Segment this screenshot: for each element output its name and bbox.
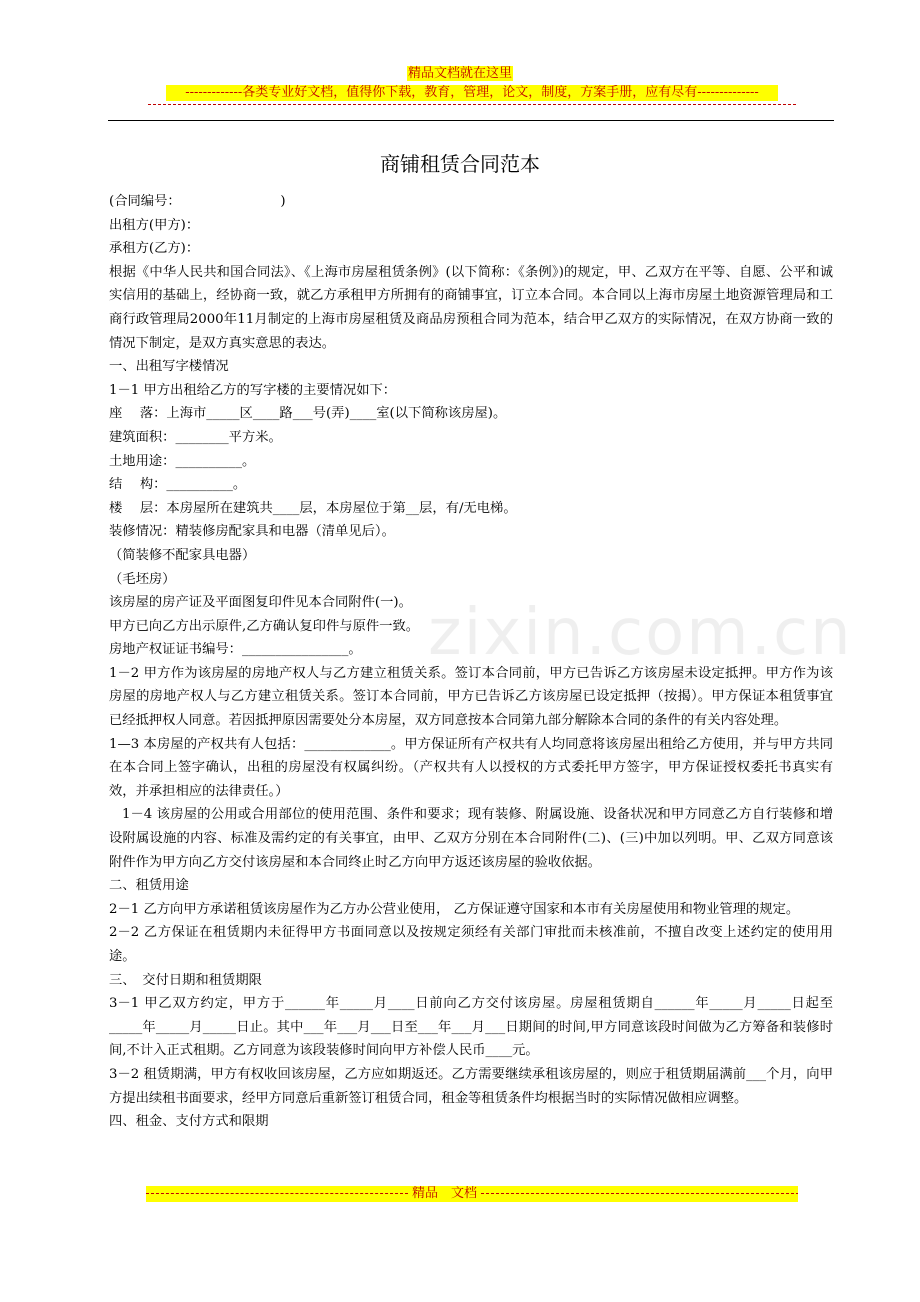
- header-top-line-text: 精品文档就在这里: [407, 66, 512, 81]
- header-rule: [108, 120, 834, 121]
- paragraph: 出租方(甲方)：: [109, 217, 200, 233]
- footer-banner: [146, 1186, 798, 1202]
- paragraph: （简装修不配家具电器）: [109, 547, 256, 563]
- watermark: zixin.com.cn: [428, 596, 853, 670]
- paragraph: 建筑面积：________平方米。: [109, 429, 282, 445]
- section-heading: 一、出租写字楼情况: [109, 359, 229, 375]
- paragraph: 1－4 该房屋的公用或合用部位的使用范围、条件和要求；现有装修、附属设施、设备状况和甲方同意乙方自行装修和增设附属设施的内容、标准及需约定的有关事宜，由甲、乙双方分别在本合同附件(二)、(三)中加以列明。甲、乙双方同意该附件作为甲方向乙方交付该房屋和本合同终止时乙方向甲方返还该房屋的验收依据。: [109, 807, 833, 870]
- paragraph: （毛坯房）: [109, 571, 176, 587]
- document-title: 商铺租赁合同范本: [380, 152, 540, 176]
- paragraph: 楼 层：本房屋所在建筑共____层，本房屋位于第__层，有/无电梯。: [109, 500, 517, 516]
- paragraph: 座 落：上海市_____区____路___号(弄)____室(以下简称该房屋)。: [109, 406, 507, 422]
- header-banner: -------------各类专业好文档，值得你下载，教育，管理，论文，制度，方案手册，应有尽有--------------: [166, 85, 778, 101]
- paragraph: 该房屋的房产证及平面图复印件见本合同附件(一)。: [109, 595, 412, 611]
- paragraph: 1－2 甲方作为该房屋的房地产权人与乙方建立租赁关系。签订本合同前，甲方已告诉乙方该房屋未设定抵押。甲方作为该房屋的房地产权人与乙方建立租赁关系。签订本合同前，甲方已告诉乙方该房屋已设定抵押（按揭）。甲方保证本租赁事宜已经抵押权人同意。若因抵押原因需要处分本房屋，双方同意按本合同第九部分解除本合同的条件的有关内容处理。: [109, 665, 833, 729]
- paragraph: 根据《中华人民共和国合同法》、《上海市房屋租赁条例》(以下简称：《条例》)的规定，甲、乙双方在平等、自愿、公平和诚实信用的基础上，经协商一致，就乙方承租甲方所拥有的商铺事宜，订立本合同。本合同以上海市房屋土地资源管理局和工商行政管理局2000年11月制定的上海市房屋租赁及商品房预租合同为范本，结合甲乙双方的实际情况，在双方协商一致的情况下制定，是双方真实意思的表达。: [109, 264, 833, 351]
- document-body: [109, 190, 833, 1134]
- paragraph: 1－1 甲方出租给乙方的写字楼的主要情况如下：: [109, 382, 397, 398]
- paragraph: 土地用途：__________。: [109, 453, 256, 469]
- paragraph: 3－1 甲乙双方约定，甲方于______年_____月____日前向乙方交付该房屋。房屋租赁期自______年_____月_____日起至_____年_____月_____日止。其中___年___月___日至___年___月___日期间的时间,甲方同意该段时间做为乙方筹备和装修时间,不计入正式租期。乙方同意为该段装修时间向甲方补偿人民币____元。: [109, 996, 833, 1059]
- paragraph: 3－2 租赁期满，甲方有权收回该房屋，乙方应如期返还。乙方需要继续承租该房屋的，则应于租赁期届满前___个月，向甲方提出续租书面要求，经甲方同意后重新签订租赁合同，租金等租赁条件均根据当时的实际情况做相应调整。: [109, 1066, 833, 1106]
- footer-dashes-left: [146, 1193, 408, 1194]
- paragraph: (合同编号： ): [109, 194, 286, 209]
- paragraph: 甲方已向乙方出示原件,乙方确认复印件与原件一致。: [109, 618, 420, 634]
- footer-label: 精品 文档: [412, 1186, 478, 1201]
- paragraph: 1—3 本房屋的产权共有人包括：_____________。甲方保证所有产权共有人均同意将该房屋出租给乙方使用，并与甲方共同在本合同上签字确认，出租的房屋没有权属纠纷。（产权共有人以授权的方式委托甲方签字，甲方保证授权委托书真实有效，并承担相应的法律责任。）: [109, 736, 833, 799]
- section-heading: 三、 交付日期和租赁期限: [109, 972, 262, 988]
- paragraph: 结 构：__________。: [109, 477, 247, 493]
- header-dashed-divider: [148, 104, 796, 105]
- section-heading: 二、租赁用途: [109, 878, 189, 894]
- header-top-line: [0, 66, 920, 82]
- paragraph: 2－1 乙方向甲方承诺租赁该房屋作为乙方办公营业使用， 乙方保证遵守国家和本市有关房屋使用和物业管理的规定。: [109, 901, 800, 917]
- footer-dashes-right: [481, 1193, 798, 1194]
- section-heading: 四、租金、支付方式和限期: [109, 1114, 269, 1130]
- paragraph: 承租方(乙方)：: [109, 241, 200, 257]
- paragraph: 房地产权证证书编号：________________。: [109, 642, 362, 658]
- paragraph: 2－2 乙方保证在租赁期内未征得甲方书面同意以及按规定须经有关部门审批而未核准前，不擅自改变上述约定的使用用途。: [109, 925, 833, 964]
- paragraph: 装修情况：精装修房配家具和电器（清单见后）。: [109, 524, 395, 540]
